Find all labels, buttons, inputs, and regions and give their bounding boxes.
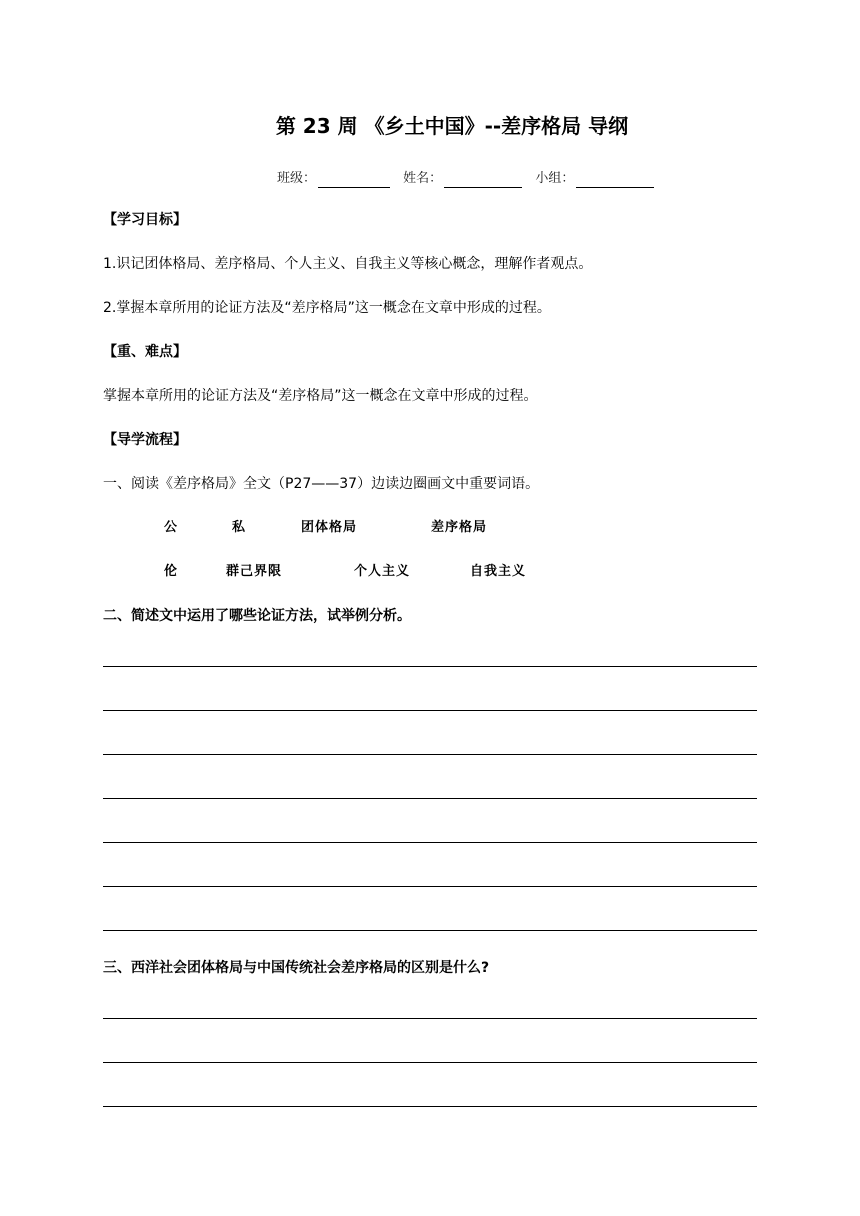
term-gong: 公 <box>164 520 179 535</box>
page-title: 第 23 周 《乡土中国》--差序格局 导纲 <box>275 114 629 138</box>
group-field-label: 小组： <box>535 171 575 186</box>
student-info-fields <box>277 170 654 188</box>
term-tuanti-geju: 团体格局 <box>301 520 358 535</box>
term-geren-zhuyi: 个人主义 <box>354 564 411 579</box>
flow-heading: 【导学流程】 <box>103 432 187 448</box>
key-points-text: 掌握本章所用的论证方法及“差序格局”这一概念在文章中形成的过程。 <box>103 388 538 404</box>
answer-line[interactable] <box>103 842 757 843</box>
answer-line[interactable] <box>103 930 757 931</box>
question-1: 一、阅读《差序格局》全文（P27——37）边读边圈画文中重要词语。 <box>103 476 540 492</box>
question-3: 三、西洋社会团体格局与中国传统社会差序格局的区别是什么? <box>103 960 490 976</box>
term-ziwo-zhuyi: 自我主义 <box>470 564 527 579</box>
answer-line[interactable] <box>103 798 757 799</box>
name-blank[interactable] <box>444 173 522 188</box>
question-2: 二、简述文中运用了哪些论证方法，试举例分析。 <box>103 608 411 624</box>
answer-line[interactable] <box>103 1018 757 1019</box>
name-field-label: 姓名： <box>403 171 443 186</box>
term-qunji-jiexian: 群己界限 <box>226 564 283 579</box>
class-blank[interactable] <box>318 173 390 188</box>
answer-line[interactable] <box>103 1062 757 1063</box>
answer-line[interactable] <box>103 710 757 711</box>
term-lun: 伦 <box>164 564 179 579</box>
group-blank[interactable] <box>576 173 654 188</box>
answer-line[interactable] <box>103 1106 757 1107</box>
term-si: 私 <box>232 520 247 535</box>
key-points-heading: 【重、难点】 <box>103 344 187 360</box>
class-field-label: 班级： <box>277 171 317 186</box>
answer-line[interactable] <box>103 886 757 887</box>
answer-line[interactable] <box>103 666 757 667</box>
answer-line[interactable] <box>103 754 757 755</box>
goal-item-2: 2.掌握本章所用的论证方法及“差序格局”这一概念在文章中形成的过程。 <box>103 300 551 316</box>
goals-heading: 【学习目标】 <box>103 212 187 228</box>
term-chaxu-geju: 差序格局 <box>431 520 488 535</box>
goal-item-1: 1.识记团体格局、差序格局、个人主义、自我主义等核心概念，理解作者观点。 <box>103 256 593 272</box>
